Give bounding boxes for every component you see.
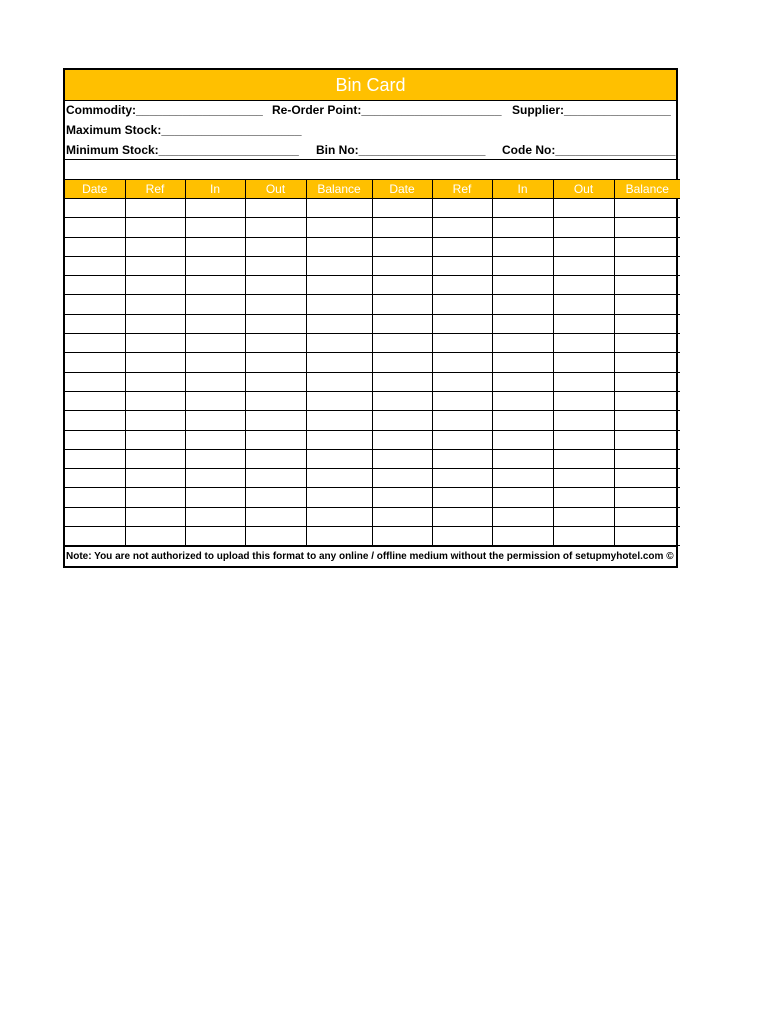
table-cell[interactable]: [306, 334, 372, 353]
table-cell[interactable]: [432, 507, 492, 526]
table-cell[interactable]: [372, 488, 432, 507]
table-cell[interactable]: [492, 276, 553, 295]
table-cell[interactable]: [185, 411, 245, 430]
table-cell[interactable]: [492, 314, 553, 333]
table-cell[interactable]: [553, 256, 614, 275]
table-body: [65, 199, 680, 546]
table-cell[interactable]: [185, 391, 245, 410]
bin-card: [63, 68, 678, 568]
table-cell[interactable]: [432, 295, 492, 314]
table-cell[interactable]: [492, 295, 553, 314]
table-cell[interactable]: [245, 314, 306, 333]
table-cell[interactable]: [492, 488, 553, 507]
table-cell[interactable]: [432, 218, 492, 237]
table-cell[interactable]: [372, 353, 432, 372]
table-cell[interactable]: [65, 527, 125, 546]
table-row: [65, 527, 680, 546]
table-cell[interactable]: [185, 449, 245, 468]
table-cell[interactable]: [432, 353, 492, 372]
table-row: [65, 411, 680, 430]
table-cell[interactable]: [553, 391, 614, 410]
reorder-point-field[interactable]: Re-Order Point:_____________________: [272, 103, 502, 117]
table-cell[interactable]: [185, 276, 245, 295]
table-cell[interactable]: [372, 218, 432, 237]
code-no-field[interactable]: Code No:__________________: [502, 143, 676, 157]
table-cell[interactable]: [65, 449, 125, 468]
col-header-in: In: [185, 180, 245, 199]
table-cell[interactable]: [432, 411, 492, 430]
table-cell[interactable]: [432, 334, 492, 353]
table-cell[interactable]: [65, 353, 125, 372]
table-cell[interactable]: [306, 527, 372, 546]
table-cell[interactable]: [245, 507, 306, 526]
table-cell[interactable]: [245, 199, 306, 218]
table-cell[interactable]: [614, 295, 680, 314]
table-cell[interactable]: [492, 218, 553, 237]
copyright-note: Note: You are not authorized to upload this format to any online / offline medium without the permission of setupmyhotel.com ©: [65, 546, 676, 566]
table-cell[interactable]: [185, 295, 245, 314]
table-cell[interactable]: [553, 469, 614, 488]
table-cell[interactable]: [432, 199, 492, 218]
table-cell[interactable]: [432, 314, 492, 333]
table-cell[interactable]: [614, 276, 680, 295]
table-cell[interactable]: [432, 237, 492, 256]
table-cell[interactable]: [65, 334, 125, 353]
table-cell[interactable]: [306, 276, 372, 295]
table-cell[interactable]: [245, 334, 306, 353]
supplier-field[interactable]: Supplier:________________: [512, 103, 671, 117]
table-cell[interactable]: [125, 256, 185, 275]
table-cell[interactable]: [553, 314, 614, 333]
table-cell[interactable]: [372, 411, 432, 430]
table-cell[interactable]: [372, 314, 432, 333]
col-header-ref: Ref: [125, 180, 185, 199]
minimum-stock-field[interactable]: Minimum Stock:_____________________: [66, 143, 299, 157]
table-cell[interactable]: [432, 256, 492, 275]
table-row: [65, 372, 680, 391]
table-cell[interactable]: [614, 391, 680, 410]
table-cell[interactable]: [306, 430, 372, 449]
table-cell[interactable]: [306, 237, 372, 256]
table-cell[interactable]: [432, 469, 492, 488]
table-cell[interactable]: [372, 430, 432, 449]
table-cell[interactable]: [492, 469, 553, 488]
col-header-out-2: Out: [553, 180, 614, 199]
table-row: [65, 218, 680, 237]
table-cell[interactable]: [125, 411, 185, 430]
card-fields: [65, 101, 676, 159]
commodity-field[interactable]: Commodity:___________________: [66, 103, 263, 117]
col-header-ref-2: Ref: [432, 180, 492, 199]
table-cell[interactable]: [185, 527, 245, 546]
table-cell[interactable]: [553, 527, 614, 546]
table-cell[interactable]: [245, 276, 306, 295]
table-cell[interactable]: [245, 353, 306, 372]
table-cell[interactable]: [492, 449, 553, 468]
table-cell[interactable]: [432, 449, 492, 468]
table-cell[interactable]: [65, 507, 125, 526]
table-cell[interactable]: [65, 237, 125, 256]
table-row: [65, 449, 680, 468]
table-row: [65, 507, 680, 526]
table-cell[interactable]: [372, 527, 432, 546]
table-cell[interactable]: [245, 218, 306, 237]
table-cell[interactable]: [245, 469, 306, 488]
col-header-out: Out: [245, 180, 306, 199]
table-cell[interactable]: [306, 295, 372, 314]
table-cell[interactable]: [372, 237, 432, 256]
table-cell[interactable]: [553, 411, 614, 430]
table-cell[interactable]: [372, 295, 432, 314]
table-cell[interactable]: [553, 353, 614, 372]
col-header-date-2: Date: [372, 180, 432, 199]
fields-spacer: [65, 159, 676, 179]
table-row: [65, 353, 680, 372]
table-cell[interactable]: [372, 507, 432, 526]
table-cell[interactable]: [432, 391, 492, 410]
table-cell[interactable]: [65, 276, 125, 295]
table-cell[interactable]: [185, 314, 245, 333]
table-cell[interactable]: [614, 507, 680, 526]
table-row: [65, 488, 680, 507]
table-cell[interactable]: [553, 237, 614, 256]
table-cell[interactable]: [614, 314, 680, 333]
table-row: [65, 276, 680, 295]
table-cell[interactable]: [492, 391, 553, 410]
col-header-in-2: In: [492, 180, 553, 199]
table-cell[interactable]: [306, 507, 372, 526]
table-cell[interactable]: [432, 430, 492, 449]
table-header-row: [65, 180, 680, 199]
table-cell[interactable]: [125, 218, 185, 237]
table-cell[interactable]: [185, 372, 245, 391]
table-cell[interactable]: [432, 488, 492, 507]
table-cell[interactable]: [125, 334, 185, 353]
table-cell[interactable]: [553, 430, 614, 449]
table-cell[interactable]: [492, 372, 553, 391]
table-cell[interactable]: [125, 276, 185, 295]
table-cell[interactable]: [553, 372, 614, 391]
table-cell[interactable]: [372, 449, 432, 468]
table-cell[interactable]: [553, 488, 614, 507]
table-row: [65, 314, 680, 333]
table-cell[interactable]: [492, 430, 553, 449]
table-cell[interactable]: [125, 488, 185, 507]
table-cell[interactable]: [185, 488, 245, 507]
table-cell[interactable]: [65, 218, 125, 237]
table-cell[interactable]: [372, 391, 432, 410]
table-cell[interactable]: [614, 449, 680, 468]
table-cell[interactable]: [432, 276, 492, 295]
table-cell[interactable]: [553, 334, 614, 353]
table-cell[interactable]: [553, 199, 614, 218]
table-cell[interactable]: [125, 507, 185, 526]
table-cell[interactable]: [245, 449, 306, 468]
table-cell[interactable]: [614, 372, 680, 391]
table-cell[interactable]: [306, 372, 372, 391]
table-cell[interactable]: [125, 353, 185, 372]
table-row: [65, 237, 680, 256]
table-cell[interactable]: [492, 507, 553, 526]
table-cell[interactable]: [245, 237, 306, 256]
table-cell[interactable]: [185, 353, 245, 372]
table-cell[interactable]: [245, 256, 306, 275]
table-cell[interactable]: [185, 430, 245, 449]
table-cell[interactable]: [306, 488, 372, 507]
table-cell[interactable]: [306, 353, 372, 372]
bin-no-field[interactable]: Bin No:___________________: [316, 143, 486, 157]
table-cell[interactable]: [125, 449, 185, 468]
table-cell[interactable]: [125, 314, 185, 333]
table-cell[interactable]: [65, 488, 125, 507]
table-cell[interactable]: [614, 527, 680, 546]
table-cell[interactable]: [245, 411, 306, 430]
table-cell[interactable]: [65, 411, 125, 430]
col-header-balance: Balance: [306, 180, 372, 199]
table-row: [65, 295, 680, 314]
table-cell[interactable]: [125, 469, 185, 488]
table-cell[interactable]: [306, 449, 372, 468]
table-cell[interactable]: [614, 237, 680, 256]
table-cell[interactable]: [306, 218, 372, 237]
table-cell[interactable]: [65, 314, 125, 333]
table-cell[interactable]: [306, 391, 372, 410]
col-header-date: Date: [65, 180, 125, 199]
table-cell[interactable]: [372, 334, 432, 353]
table-cell[interactable]: [614, 199, 680, 218]
maximum-stock-field[interactable]: Maximum Stock:_____________________: [66, 123, 302, 137]
table-cell[interactable]: [372, 276, 432, 295]
table-row: [65, 469, 680, 488]
table-cell[interactable]: [553, 218, 614, 237]
table-cell[interactable]: [306, 256, 372, 275]
table-cell[interactable]: [245, 488, 306, 507]
table-cell[interactable]: [245, 430, 306, 449]
table-row: [65, 256, 680, 275]
table-cell[interactable]: [614, 334, 680, 353]
table-cell[interactable]: [492, 411, 553, 430]
table-cell[interactable]: [185, 199, 245, 218]
table-cell[interactable]: [614, 411, 680, 430]
table-row: [65, 391, 680, 410]
table-cell[interactable]: [614, 353, 680, 372]
table-cell[interactable]: [65, 199, 125, 218]
table-cell[interactable]: [245, 295, 306, 314]
table-cell[interactable]: [306, 469, 372, 488]
table-cell[interactable]: [245, 391, 306, 410]
table-row: [65, 334, 680, 353]
table-cell[interactable]: [185, 334, 245, 353]
table-cell[interactable]: [185, 237, 245, 256]
table-cell[interactable]: [614, 469, 680, 488]
table-cell[interactable]: [125, 237, 185, 256]
table-cell[interactable]: [553, 507, 614, 526]
table-cell[interactable]: [306, 314, 372, 333]
table-cell[interactable]: [125, 295, 185, 314]
table-cell[interactable]: [553, 295, 614, 314]
table-cell[interactable]: [245, 527, 306, 546]
table-cell[interactable]: [65, 430, 125, 449]
table-cell[interactable]: [432, 372, 492, 391]
table-row: [65, 199, 680, 218]
bin-card-title: Bin Card: [65, 70, 676, 101]
table-cell[interactable]: [492, 353, 553, 372]
table-cell[interactable]: [432, 527, 492, 546]
table-cell[interactable]: [185, 507, 245, 526]
table-cell[interactable]: [306, 411, 372, 430]
table-cell[interactable]: [125, 391, 185, 410]
table-cell[interactable]: [614, 430, 680, 449]
table-cell[interactable]: [125, 372, 185, 391]
table-cell[interactable]: [492, 527, 553, 546]
table-cell[interactable]: [65, 372, 125, 391]
table-cell[interactable]: [372, 199, 432, 218]
table-cell[interactable]: [125, 199, 185, 218]
table-cell[interactable]: [185, 218, 245, 237]
table-cell[interactable]: [614, 256, 680, 275]
table-cell[interactable]: [614, 218, 680, 237]
table-cell[interactable]: [492, 256, 553, 275]
table-cell[interactable]: [245, 372, 306, 391]
table-cell[interactable]: [492, 334, 553, 353]
table-row: [65, 430, 680, 449]
table-cell[interactable]: [185, 256, 245, 275]
table-cell[interactable]: [185, 469, 245, 488]
table-cell[interactable]: [492, 199, 553, 218]
table-cell[interactable]: [372, 256, 432, 275]
table-cell[interactable]: [65, 469, 125, 488]
table-cell[interactable]: [553, 449, 614, 468]
table-cell[interactable]: [492, 237, 553, 256]
table-cell[interactable]: [125, 430, 185, 449]
col-header-balance-2: Balance: [614, 180, 680, 199]
bin-card-table: [65, 179, 680, 546]
table-cell[interactable]: [372, 372, 432, 391]
table-cell[interactable]: [65, 256, 125, 275]
table-cell[interactable]: [553, 276, 614, 295]
table-cell[interactable]: [306, 199, 372, 218]
table-cell[interactable]: [65, 391, 125, 410]
table-cell[interactable]: [65, 295, 125, 314]
table-cell[interactable]: [125, 527, 185, 546]
table-cell[interactable]: [614, 488, 680, 507]
table-cell[interactable]: [372, 469, 432, 488]
